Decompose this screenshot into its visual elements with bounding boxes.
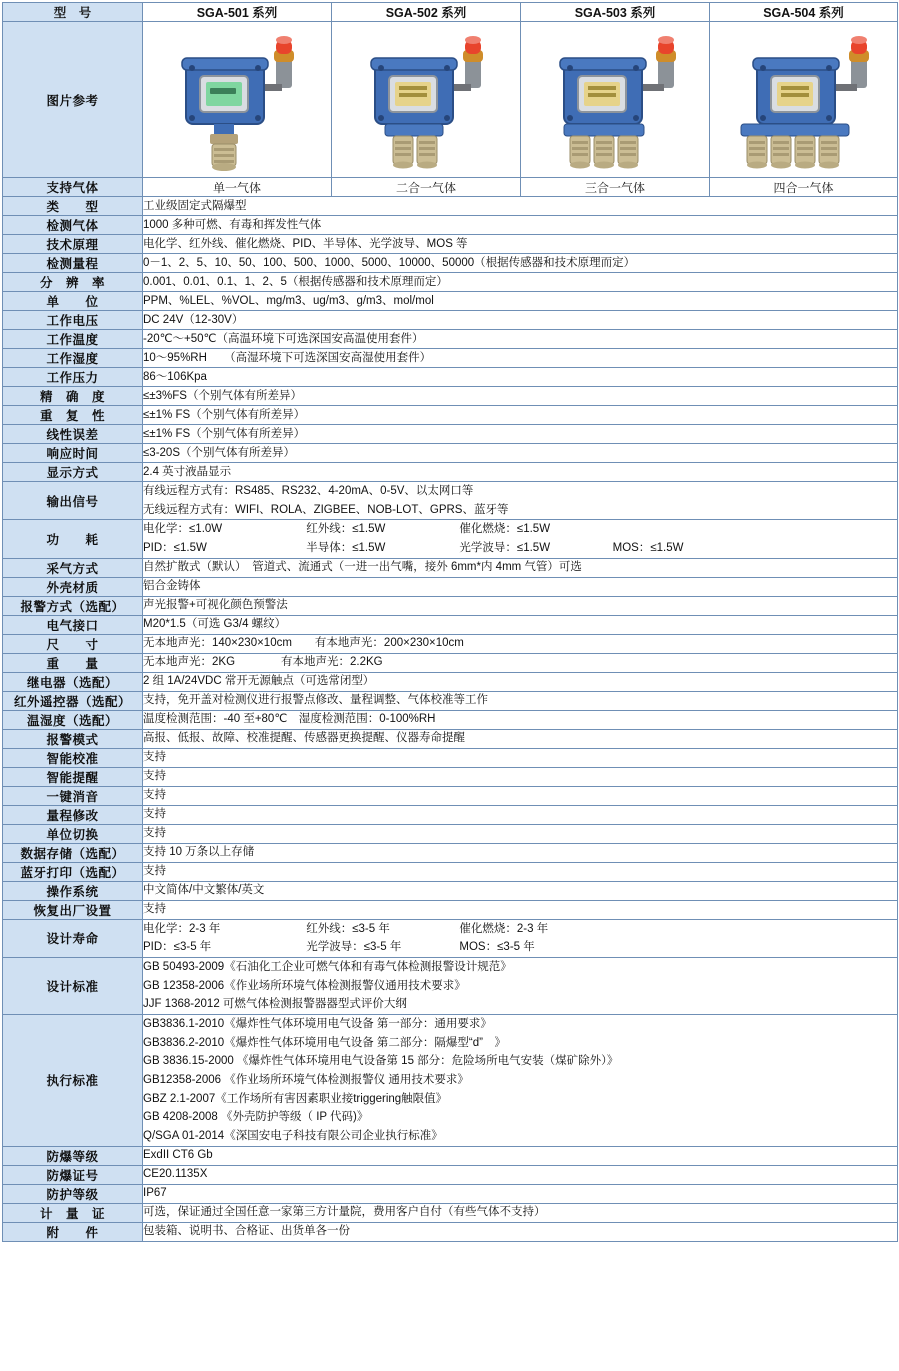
table-row-exec-standard <box>3 1015 898 1147</box>
design-standard-item: JJF 1368-2012 可燃气体检测报警器器型式评价大纲 <box>143 998 407 1011</box>
table-row-response-time <box>3 444 898 463</box>
row-value-design-standard <box>143 958 898 1015</box>
gas-support-503: 三合一气体 <box>521 178 710 197</box>
lifetime-line-2 <box>143 938 897 957</box>
table-row-type <box>3 197 898 216</box>
table-row-electrical-interface <box>3 615 898 634</box>
table-row-detect-gas <box>3 216 898 235</box>
model-504: SGA-504 系列 <box>710 3 898 22</box>
exec-standard-item: GB 4208-2008 《外壳防护等级（ IP 代码)》 <box>143 1111 369 1124</box>
row-label-unit-switch: 单位切换 <box>3 824 143 843</box>
power-infrared: 红外线：≤1.5W <box>306 523 386 536</box>
gas-support-502: 二合一气体 <box>332 178 521 197</box>
row-value-factory-reset: 支持 <box>143 900 898 919</box>
table-row-design-standard <box>3 958 898 1015</box>
row-value-one-key-mute: 支持 <box>143 786 898 805</box>
row-value-response-time: ≤3-20S（个别气体有所差异） <box>143 444 898 463</box>
design-standard-item: GB 50493-2009《石油化工企业可燃气体和有毒气体检测报警设计规范》 <box>143 961 512 974</box>
row-label-pressure: 工作压力 <box>3 368 143 387</box>
row-label-repeatability: 重 复 性 <box>3 406 143 425</box>
row-label-tech-principle: 技术原理 <box>3 235 143 254</box>
table-row-accuracy <box>3 387 898 406</box>
row-value-smart-calibration: 支持 <box>143 748 898 767</box>
row-value-relay: 2 组 1A/24VDC 常开无源触点（可选常闭型） <box>143 672 898 691</box>
output-signal-wired: 有线远程方式有：RS485、RS232、4-20mA、0-5V、以太网口等 <box>143 485 474 497</box>
table-row-range-modify <box>3 805 898 824</box>
row-value-exec-standard <box>143 1015 898 1147</box>
table-row-model <box>3 3 898 22</box>
row-label-accuracy: 精 确 度 <box>3 387 143 406</box>
row-label-data-storage: 数据存储（选配） <box>3 843 143 862</box>
gas-support-504: 四合一气体 <box>710 178 898 197</box>
row-label-temperature: 工作温度 <box>3 330 143 349</box>
row-label-design-standard: 设计标准 <box>3 958 143 1015</box>
power-electrochemical: 电化学：≤1.0W <box>143 523 223 536</box>
table-row-explosion-proof-grade <box>3 1146 898 1165</box>
row-value-ir-remote: 支持，免开盖对检测仪进行报警点修改、量程调整、气体校准等工作 <box>143 691 898 710</box>
row-value-weight: 无本地声光：2KG 有本地声光：2.2KG <box>143 653 898 672</box>
row-value-resolution: 0.001、0.01、0.1、1、2、5（根据传感器和技术原理而定） <box>143 273 898 292</box>
table-row-range <box>3 254 898 273</box>
row-value-electrical-interface: M20*1.5（可选 G3/4 螺纹） <box>143 615 898 634</box>
table-row-explosion-proof-cert <box>3 1165 898 1184</box>
row-label-humidity: 工作湿度 <box>3 349 143 368</box>
row-label-output-signal: 输出信号 <box>3 482 143 520</box>
row-label-factory-reset: 恢复出厂设置 <box>3 900 143 919</box>
row-value-output-signal <box>143 482 898 520</box>
row-label-relay: 继电器（选配） <box>3 672 143 691</box>
gas-detector-4-sensor-icon <box>710 22 897 177</box>
lifetime-line-1 <box>143 920 897 939</box>
power-catalytic: 催化燃烧：≤1.5W <box>459 523 551 536</box>
power-mos: MOS：≤1.5W <box>612 542 684 555</box>
row-value-detect-gas: 1000 多种可燃、有毒和挥发性气体 <box>143 216 898 235</box>
row-value-range-modify: 支持 <box>143 805 898 824</box>
table-row-unit-switch <box>3 824 898 843</box>
row-value-dimensions: 无本地声光：140×230×10cm 有本地声光：200×230×10cm <box>143 634 898 653</box>
row-label-detect-gas: 检测气体 <box>3 216 143 235</box>
lifetime-catalytic: 催化燃烧：2-3 年 <box>459 922 549 935</box>
row-label-type: 类 型 <box>3 197 143 216</box>
table-row-relay <box>3 672 898 691</box>
row-label-unit: 单 位 <box>3 292 143 311</box>
table-row-repeatability <box>3 406 898 425</box>
table-row-accessories <box>3 1222 898 1241</box>
row-value-bluetooth-print: 支持 <box>143 862 898 881</box>
table-row-alarm-mode <box>3 729 898 748</box>
table-row-ir-remote <box>3 691 898 710</box>
exec-standard-item: GB 3836.15-2000 《爆炸性气体环境用电气设备第 15 部分：危险场所电气安装（煤矿除外）》 <box>143 1055 619 1068</box>
lifetime-optical-waveguide: 光学波导：≤3-5 年 <box>306 941 402 954</box>
row-label-explosion-proof-grade: 防爆等级 <box>3 1146 143 1165</box>
table-row-display <box>3 463 898 482</box>
table-row-os <box>3 881 898 900</box>
power-pid: PID：≤1.5W <box>143 542 207 555</box>
row-value-ip-rating: IP67 <box>143 1184 898 1203</box>
row-label-housing: 外壳材质 <box>3 577 143 596</box>
row-label-bluetooth-print: 蓝牙打印（选配） <box>3 862 143 881</box>
row-label-os: 操作系统 <box>3 881 143 900</box>
row-value-metrology-cert: 可选，保证通过全国任意一家第三方计量院，费用客户自付（有些气体不支持） <box>143 1203 898 1222</box>
table-row-housing <box>3 577 898 596</box>
power-line-1 <box>143 520 897 539</box>
table-row-output-signal <box>3 482 898 520</box>
row-label-display: 显示方式 <box>3 463 143 482</box>
lifetime-mos: MOS：≤3-5 年 <box>459 941 535 954</box>
row-label-smart-calibration: 智能校准 <box>3 748 143 767</box>
row-label-resolution: 分 辨 率 <box>3 273 143 292</box>
row-value-voltage: DC 24V（12-30V） <box>143 311 898 330</box>
row-label-exec-standard: 执行标准 <box>3 1015 143 1147</box>
row-value-housing: 铝合金铸体 <box>143 577 898 596</box>
table-row-linearity <box>3 425 898 444</box>
gas-detector-3-sensor-icon <box>521 22 709 177</box>
table-row-tech-principle <box>3 235 898 254</box>
row-value-linearity: ≤±1% FS（个别气体有所差异） <box>143 425 898 444</box>
row-value-type: 工业级固定式隔爆型 <box>143 197 898 216</box>
row-label-model: 型 号 <box>3 3 143 22</box>
table-row-gas-support <box>3 178 898 197</box>
row-label-dimensions: 尺 寸 <box>3 634 143 653</box>
table-row-smart-calibration <box>3 748 898 767</box>
row-value-unit: PPM、%LEL、%VOL、mg/m3、ug/m3、g/m3、mol/mol <box>143 292 898 311</box>
design-standard-item: GB 12358-2006《作业场所环境气体检测报警仪通用技术要求》 <box>143 979 466 992</box>
row-label-alarm-method: 报警方式（选配） <box>3 596 143 615</box>
row-label-range-modify: 量程修改 <box>3 805 143 824</box>
row-label-response-time: 响应时间 <box>3 444 143 463</box>
row-label-metrology-cert: 计 量 证 <box>3 1203 143 1222</box>
row-label-one-key-mute: 一键消音 <box>3 786 143 805</box>
row-label-accessories: 附 件 <box>3 1222 143 1241</box>
row-value-power <box>143 520 898 558</box>
row-label-range: 检测量程 <box>3 254 143 273</box>
model-502: SGA-502 系列 <box>332 3 521 22</box>
row-value-alarm-mode: 高报、低报、故障、校准提醒、传感器更换提醒、仪器寿命提醒 <box>143 729 898 748</box>
row-label-weight: 重 量 <box>3 653 143 672</box>
table-row-unit <box>3 292 898 311</box>
exec-standard-item: GB3836.2-2010《爆炸性气体环境用电气设备 第二部分：隔爆型“d” 》 <box>143 1036 506 1049</box>
row-label-alarm-mode: 报警模式 <box>3 729 143 748</box>
lifetime-electrochemical: 电化学：2-3 年 <box>143 922 221 935</box>
table-row-temp-humidity-option <box>3 710 898 729</box>
model-503: SGA-503 系列 <box>521 3 710 22</box>
row-value-range: 0－1、2、5、10、50、100、500、1000、5000、10000、50000（根据传感器和技术原理而定） <box>143 254 898 273</box>
table-row-data-storage <box>3 843 898 862</box>
row-label-image-reference: 图片参考 <box>3 22 143 178</box>
row-label-electrical-interface: 电气接口 <box>3 615 143 634</box>
lifetime-pid: PID：≤3-5 年 <box>143 941 212 954</box>
row-label-explosion-proof-cert: 防爆证号 <box>3 1165 143 1184</box>
row-value-temperature: -20℃～+50℃（高温环境下可选深国安高温使用套件） <box>143 330 898 349</box>
table-row-factory-reset <box>3 900 898 919</box>
spec-sheet-page <box>0 2 899 1371</box>
specification-table <box>2 2 898 1242</box>
product-image-503 <box>521 22 710 178</box>
row-value-accessories: 包装箱、说明书、合格证、出货单各一份 <box>143 1222 898 1241</box>
row-label-ir-remote: 红外遥控器（选配） <box>3 691 143 710</box>
row-label-linearity: 线性误差 <box>3 425 143 444</box>
exec-standard-item: GBZ 2.1-2007《工作场所有害因素职业接triggering触限值》 <box>143 1092 448 1105</box>
table-row-power <box>3 520 898 558</box>
gas-support-501: 单一气体 <box>143 178 332 197</box>
row-value-accuracy: ≤±3%FS（个别气体有所差异） <box>143 387 898 406</box>
row-value-lifetime <box>143 919 898 957</box>
row-value-explosion-proof-cert: CE20.1135X <box>143 1165 898 1184</box>
row-label-ip-rating: 防护等级 <box>3 1184 143 1203</box>
table-row-bluetooth-print <box>3 862 898 881</box>
table-row-weight <box>3 653 898 672</box>
gas-detector-1-sensor-icon <box>143 22 331 177</box>
table-row-one-key-mute <box>3 786 898 805</box>
exec-standard-item: GB3836.1-2010《爆炸性气体环境用电气设备 第一部分：通用要求》 <box>143 1018 492 1031</box>
row-value-explosion-proof-grade: ExdII CT6 Gb <box>143 1146 898 1165</box>
lifetime-infrared: 红外线：≤3-5 年 <box>306 922 390 935</box>
product-image-502 <box>332 22 521 178</box>
table-row-dimensions <box>3 634 898 653</box>
table-row-pressure <box>3 368 898 387</box>
row-value-display: 2.4 英寸液晶显示 <box>143 463 898 482</box>
row-value-unit-switch: 支持 <box>143 824 898 843</box>
table-row-images <box>3 22 898 178</box>
table-row-metrology-cert <box>3 1203 898 1222</box>
row-value-tech-principle: 电化学、红外线、催化燃烧、PID、半导体、光学波导、MOS 等 <box>143 235 898 254</box>
row-value-alarm-method: 声光报警+可视化颜色预警法 <box>143 596 898 615</box>
power-optical-waveguide: 光学波导：≤1.5W <box>459 542 551 555</box>
row-value-data-storage: 支持 10 万条以上存储 <box>143 843 898 862</box>
gas-detector-2-sensor-icon <box>332 22 520 177</box>
exec-standard-item: GB12358-2006 《作业场所环境气体检测报警仪 通用技术要求》 <box>143 1074 469 1087</box>
power-line-2 <box>143 539 897 558</box>
table-row-lifetime <box>3 919 898 957</box>
table-row-resolution <box>3 273 898 292</box>
row-label-voltage: 工作电压 <box>3 311 143 330</box>
model-501: SGA-501 系列 <box>143 3 332 22</box>
output-signal-wireless: 无线远程方式有：WIFI、ROLA、ZIGBEE、NOB-LOT、GPRS、蓝牙等 <box>143 503 509 516</box>
row-label-gas-support: 支持气体 <box>3 178 143 197</box>
exec-standard-item: Q/SGA 01-2014《深国安电子科技有限公司企业执行标准》 <box>143 1130 443 1143</box>
table-row-humidity <box>3 349 898 368</box>
row-value-smart-reminder: 支持 <box>143 767 898 786</box>
table-row-temperature <box>3 330 898 349</box>
row-label-smart-reminder: 智能提醒 <box>3 767 143 786</box>
row-label-temp-humidity-option: 温湿度（选配） <box>3 710 143 729</box>
product-image-504 <box>710 22 898 178</box>
row-value-humidity: 10～95%RH （高湿环境下可选深国安高湿使用套件） <box>143 349 898 368</box>
table-row-alarm-method <box>3 596 898 615</box>
table-row-smart-reminder <box>3 767 898 786</box>
row-label-sampling: 采气方式 <box>3 558 143 577</box>
row-label-lifetime: 设计寿命 <box>3 919 143 957</box>
table-row-voltage <box>3 311 898 330</box>
row-value-sampling: 自然扩散式（默认） 管道式、流通式（一进一出气嘴，接外 6mm*内 4mm 气管）可选 <box>143 558 898 577</box>
table-row-ip-rating <box>3 1184 898 1203</box>
row-value-repeatability: ≤±1% FS（个别气体有所差异） <box>143 406 898 425</box>
power-semiconductor: 半导体：≤1.5W <box>306 542 386 555</box>
row-value-os: 中文简体/中文繁体/英文 <box>143 881 898 900</box>
row-value-temp-humidity-option: 温度检测范围：-40 至+80℃ 湿度检测范围：0-100%RH <box>143 710 898 729</box>
product-image-501 <box>143 22 332 178</box>
row-label-power: 功 耗 <box>3 520 143 558</box>
table-row-sampling <box>3 558 898 577</box>
row-value-pressure: 86～106Kpa <box>143 368 898 387</box>
